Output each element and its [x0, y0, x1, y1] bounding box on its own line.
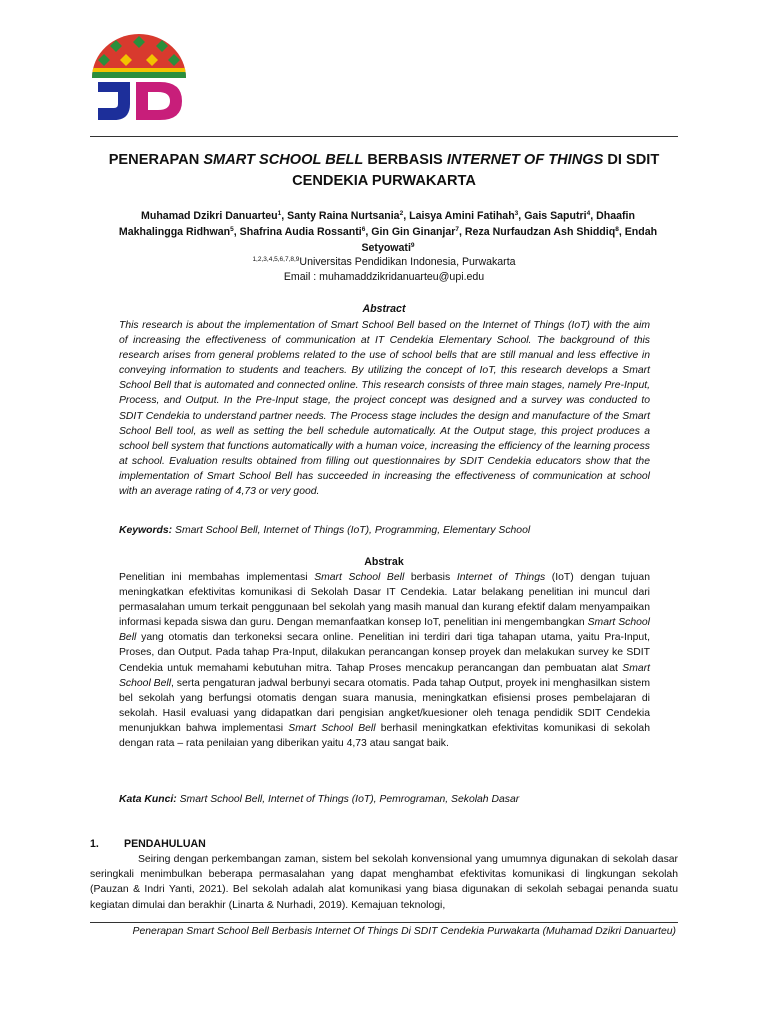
abstrak-text	[119, 570, 650, 751]
abstrak-segment: Smart School Bell	[288, 722, 376, 734]
abstrak-heading: Abstrak	[364, 556, 404, 568]
section-heading: 1. PENDAHULUAN	[90, 838, 206, 850]
abstrak-segment: , serta pengaturan jadwal berbunyi secara otomatis. Pada tahap Output, proyek ini menghasilkan sistem bel sekolah yang berfungsi otomatis dengan suara manusia, meningkatkan efisiensi proses pembelajaran di sekolah. Hasil evaluasi yang didapatkan dari pengisian angket/kuesioner oleh tenaga pendidik SDIT Cendekia menunjukkan bahwa implementasi	[119, 677, 650, 734]
author-sup: 3	[514, 210, 519, 217]
author-name: Shafrina Audia Rossanti	[239, 226, 362, 238]
author-sup: 7	[455, 226, 460, 233]
abstrak-segment: Smart School Bell	[119, 617, 650, 644]
author-name: Santy Raina Nurtsania	[287, 210, 400, 222]
footer-rule	[90, 922, 678, 923]
author-sup: 5	[230, 226, 234, 233]
author-sup: 8	[615, 226, 619, 233]
author-name: Muhamad Dzikri Danuarteu	[141, 210, 278, 222]
author-name: Gais Saputri	[524, 210, 587, 222]
abstract-text: This research is about the implementation of Smart School Bell based on the Internet of Things (IoT) with the aim of increasing the effectiveness of communication at IT Cendekia Elementary School. The background of this research arises from general problems related to the use of school bells that are still manual and less effective in conveying information to students and teachers. By utilizing the concept of IoT, this research develops a Smart School Bell that is automated and connected online. This research consists of three main stages, namely Pre-Input, Process, and Output. In the Pre-Input stage, the project concept was designed and a survey was conducted to SDIT Cendekia to understand partner needs. The Process stage includes the design and manufacture of the Smart School Bell tool, as well as setting the bell schedule automatically. At the Output stage, this project produces a school bell system that functions automatically with a human voice, increasing the efficiency of the learning process at school. Evaluation results obtained from filling out questionnaires by SDIT Cendekia educators show that the implementation of Smart School Bell has succeeded in increasing the effectiveness of communication at school with an average rating of 4,73 or very good.	[119, 320, 650, 498]
author-list: Muhamad Dzikri Danuarteu$^1$, Santy Raina Nurtsania$^2$, Laisya Amini Fatihah$^3$, Gais Saputri$^4$, Dhaafin Makhalingga Ridhwan$^5$, Shafrina Audia Rossanti$^6$, Gin Gin Ginanjar$^7$, Reza Nurfaudzan Ash Shiddiq$^8$, Endah Setyowati$^9$	[118, 210, 658, 254]
author-name: Gin Gin Ginanjar	[371, 226, 456, 238]
author-email: Email : muhamaddzikridanuarteu@upi.edu	[283, 271, 485, 283]
kata-kunci: Kata Kunci: Smart School Bell, Internet of Things (IoT), Pemrograman, Sekolah Dasar	[119, 794, 520, 805]
author-sup: 1	[277, 210, 282, 217]
keywords: Keywords: Smart School Bell, Internet of Things (IoT), Programming, Elementary School	[119, 525, 531, 536]
author-name: Dhaafin Makhalingga Ridhwan	[118, 210, 635, 238]
abstrak-segment: yang otomatis dan terkoneksi secara online. Penelitian ini terdiri dari tiga tahapan utama, yaitu Pra-Input, Proses, dan Output. Pada tahap Pra-Input, dilakukan perancangan konsep proyek dan melakukan survey ke SDIT Cendekia untuk memahami kebutuhan mitra. Tahap Proses mencakup perancangan dan pembuatan alat	[119, 632, 650, 674]
abstrak-segment: berhasil meningkatkan efektivitas komunikasi di sekolah dengan rata – rata penilaian yang diberikan yaitu 4,73 atau sangat baik.	[119, 722, 650, 750]
abstract-heading: Abstract	[362, 303, 406, 315]
author-sup: 4	[586, 210, 591, 217]
header-rule	[90, 136, 678, 137]
journal-logo	[90, 34, 188, 124]
author-sup: 9	[410, 242, 415, 249]
author-name: Laisya Amini Fatihah	[409, 210, 515, 222]
affiliation: $^{1,2,3,4,5,6,7,8,9}$Universitas Pendidikan Indonesia, Purwakarta	[252, 256, 516, 268]
abstrak-segment: Penelitian ini membahas implementasi	[119, 572, 315, 583]
abstrak-segment: Smart School Bell	[314, 572, 405, 583]
author-sup: 6	[361, 226, 366, 233]
abstrak-segment: berbasis	[404, 572, 457, 583]
abstrak-segment: (IoT) dengan tujuan meningkatkan efektivitas komunikasi di Sekolah Dasar IT Cendekia. Latar belakang penelitian ini muncul dari permasalahan umum terkait penggunaan bel sekolah yang masih manual dan kurang efektif dalam menyampaikan informasi kepada siswa dan guru. Dengan memanfaatkan konsep IoT, penelitian ini mengembangkan	[119, 572, 650, 629]
author-name: Endah Setyowati	[361, 226, 658, 254]
author-name: Reza Nurfaudzan Ash Shiddiq	[464, 226, 616, 238]
paper-title: PENERAPAN SMART SCHOOL BELL BERBASIS INTERNET OF THINGS DI SDIT CENDEKIA PURWAKARTA	[108, 152, 660, 189]
author-sup: 2	[399, 210, 404, 217]
abstrak-segment: Internet of Things	[456, 572, 546, 583]
section-body: Seiring dengan perkembangan zaman, sistem bel sekolah konvensional yang umumnya digunakan di sekolah dasar seringkali menimbulkan beberapa permasalahan yang dapat menghambat efektivitas komunikasi di lingkungan sekolah (Pauzan & Indri Yanti, 2021). Bel sekolah adalah alat komunikasi yang biasa digunakan di sekolah sebagai penanda suatu kegiatan dimulai dan berakhir (Linarta & Nurhadi, 2019). Kemajuan teknologi,	[90, 854, 678, 911]
running-footer: Penerapan Smart School Bell Berbasis Internet Of Things Di SDIT Cendekia Purwakarta (Muhamad Dzikri Danuarteu)	[132, 926, 676, 937]
abstrak-segment: Smart School Bell	[119, 662, 650, 689]
